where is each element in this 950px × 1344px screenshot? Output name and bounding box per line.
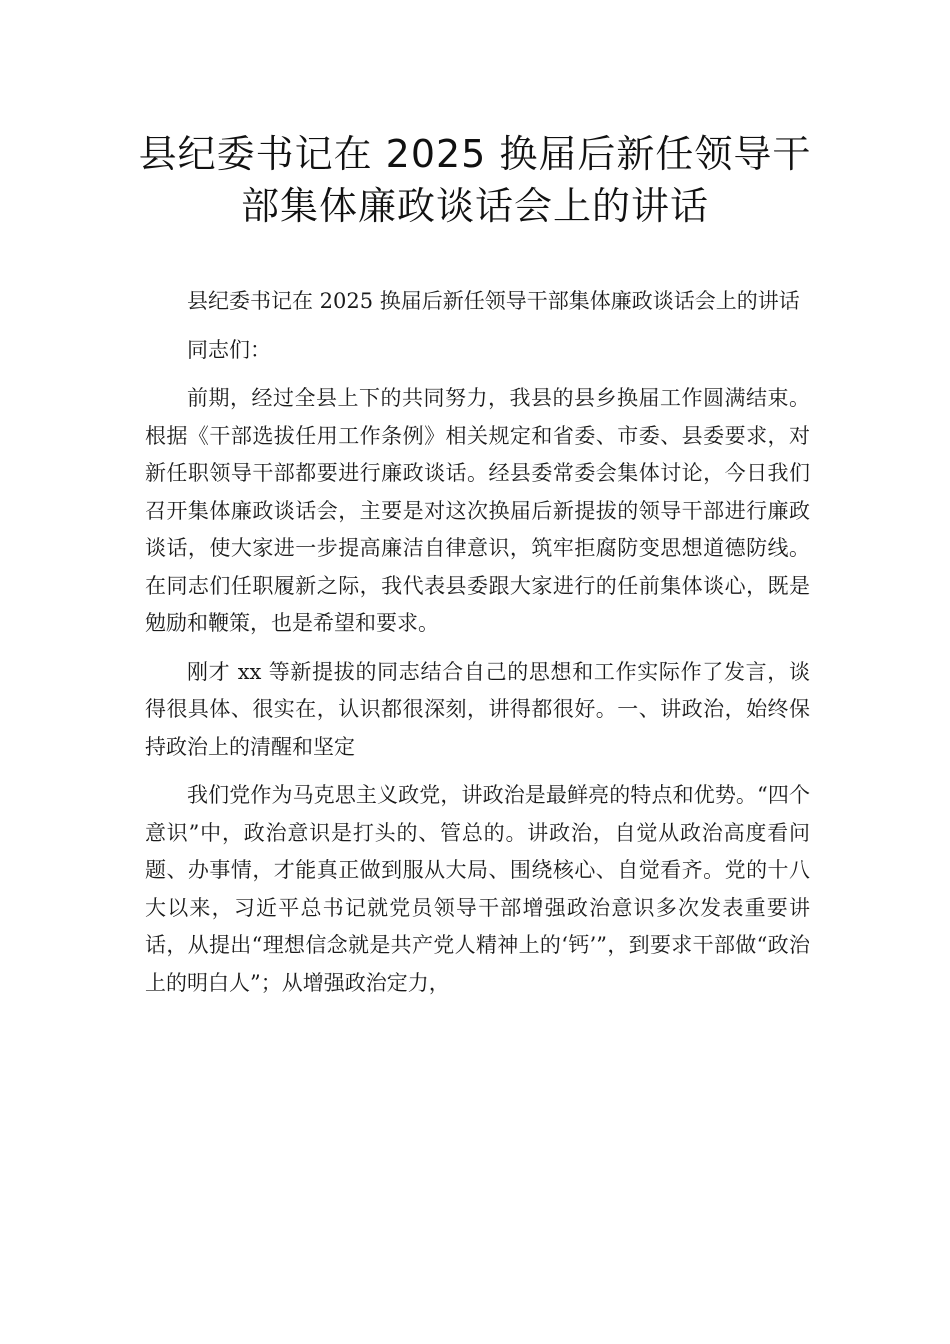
title-line-1: 县纪委书记在 2025 换届后新任领导干 (138, 132, 812, 176)
paragraph-heading: 县纪委书记在 2025 换届后新任领导干部集体廉政谈话会上的讲话 (187, 289, 800, 313)
paragraph-remarks: 刚才 xx 等新提拔的同志结合自己的思想和工作实际作了发言，谈得很具体、很实在，认识都很深刻，讲得都很好。一、讲政治，始终保持政治上的清醒和坚定 (145, 659, 810, 759)
paragraph-intro: 前期，经过全县上下的共同努力，我县的县乡换届工作圆满结束。根据《干部选拔任用工作条例》相关规定和省委、市委、县委要求，对新任职领导干部都要进行廉政谈话。经县委常委会集体讨论，今日我们召开集体廉政谈话会，主要是对这次换届后新提拔的领导干部进行廉政谈话，使大家进一步提高廉洁自律意识，筑牢拒腐防变思想道德防线。在同志们任职履新之际，我代表县委跟大家进行的任前集体谈心，既是勉励和鞭策，也是希望和要求。 (145, 386, 810, 635)
title-line-2: 部集体廉政谈话会上的讲话 (240, 184, 709, 228)
document-title (120, 128, 830, 232)
paragraph-politics: 我们党作为马克思主义政党，讲政治是最鲜亮的特点和优势。“四个意识”中，政治意识是打头的、管总的。讲政治，自觉从政治高度看问题、办事情，才能真正做到服从大局、围绕核心、自觉看齐。党的十八大以来，习近平总书记就党员领导干部增强政治意识多次发表重要讲话，从提出“理想信念就是共产党人精神上的‘钙’”，到要求干部做“政治上的明白人”；从增强政治定力， (145, 783, 810, 995)
paragraph-salutation: 同志们： (187, 337, 271, 362)
document-body (145, 283, 810, 1013)
